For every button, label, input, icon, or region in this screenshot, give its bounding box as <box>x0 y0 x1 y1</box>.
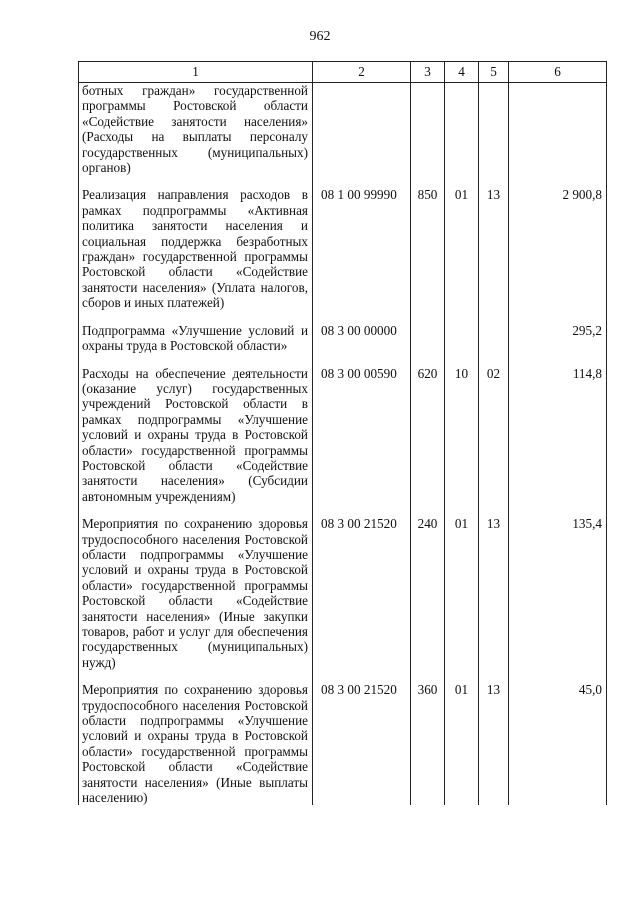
row-expense-type <box>411 323 445 354</box>
header-cell-2: 2 <box>313 62 411 83</box>
row-section: 01 <box>445 682 479 805</box>
row-amount: 135,4 <box>509 516 607 670</box>
row-description: ботных граждан» государственной программы Ростовской области «Содействие занятости населения» (Расходы на выплаты персоналу государственных (муниципальных) органов) <box>79 83 313 176</box>
row-section <box>445 83 479 176</box>
row-target-code: 08 3 00 21520 <box>313 682 411 805</box>
page-number: 962 <box>309 29 331 44</box>
row-target-code: 08 3 00 00000 <box>313 323 411 354</box>
header-cell-3: 3 <box>411 62 445 83</box>
row-expense-type: 240 <box>411 516 445 670</box>
row-target-code: 08 3 00 21520 <box>313 516 411 670</box>
table-row <box>79 323 607 354</box>
table-row <box>79 187 607 310</box>
row-amount: 114,8 <box>509 366 607 505</box>
row-expense-type: 620 <box>411 366 445 505</box>
table-header-row <box>79 62 607 83</box>
row-expense-type <box>411 83 445 176</box>
row-expense-type: 360 <box>411 682 445 805</box>
table-row <box>79 366 607 505</box>
row-subsection: 13 <box>479 682 509 805</box>
row-target-code: 08 3 00 00590 <box>313 366 411 505</box>
row-section <box>445 323 479 354</box>
row-subsection <box>479 323 509 354</box>
header-cell-1: 1 <box>79 62 313 83</box>
row-description: Реализация направления расходов в рамках подпрограммы «Активная политика занятости населения и социальная поддержка безработных граждан» государственной программы Ростовской области «Содействие занятости населения» (Уплата налогов, сборов и иных платежей) <box>79 187 313 310</box>
row-section: 01 <box>445 187 479 310</box>
table-row <box>79 83 607 176</box>
row-target-code: 08 1 00 99990 <box>313 187 411 310</box>
row-subsection: 13 <box>479 516 509 670</box>
row-subsection: 13 <box>479 187 509 310</box>
row-expense-type: 850 <box>411 187 445 310</box>
table-row <box>79 682 607 805</box>
row-amount <box>509 83 607 176</box>
row-description: Подпрограмма «Улучшение условий и охраны труда в Ростовской области» <box>79 323 313 354</box>
row-target-code <box>313 83 411 176</box>
row-amount: 2 900,8 <box>509 187 607 310</box>
row-section: 01 <box>445 516 479 670</box>
table-row <box>79 516 607 670</box>
row-subsection: 02 <box>479 366 509 505</box>
row-amount: 45,0 <box>509 682 607 805</box>
row-section: 10 <box>445 366 479 505</box>
header-cell-5: 5 <box>479 62 509 83</box>
header-cell-4: 4 <box>445 62 479 83</box>
row-amount: 295,2 <box>509 323 607 354</box>
row-description: Расходы на обеспечение деятельности (оказание услуг) государственных учреждений Ростовской области в рамках подпрограммы «Улучшение условий и охраны труда в Ростовской области» государственной программы Ростовской области «Содействие занятости населения» (Субсидии автономным учреждениям) <box>79 366 313 505</box>
row-description: Мероприятия по сохранению здоровья трудоспособного населения Ростовской области подпрограммы «Улучшение условий и охраны труда в Ростовской области» государственной программы Ростовской области «Содействие занятости населения» (Иные закупки товаров, работ и услуг для обеспечения государственных (муниципальных) нужд) <box>79 516 313 670</box>
budget-table <box>78 61 607 805</box>
row-description: Мероприятия по сохранению здоровья трудоспособного населения Ростовской области подпрограммы «Улучшение условий и охраны труда в Ростовской области» государственной программы Ростовской области «Содействие занятости населения» (Иные выплаты населению) <box>79 682 313 805</box>
header-cell-6: 6 <box>509 62 607 83</box>
row-subsection <box>479 83 509 176</box>
